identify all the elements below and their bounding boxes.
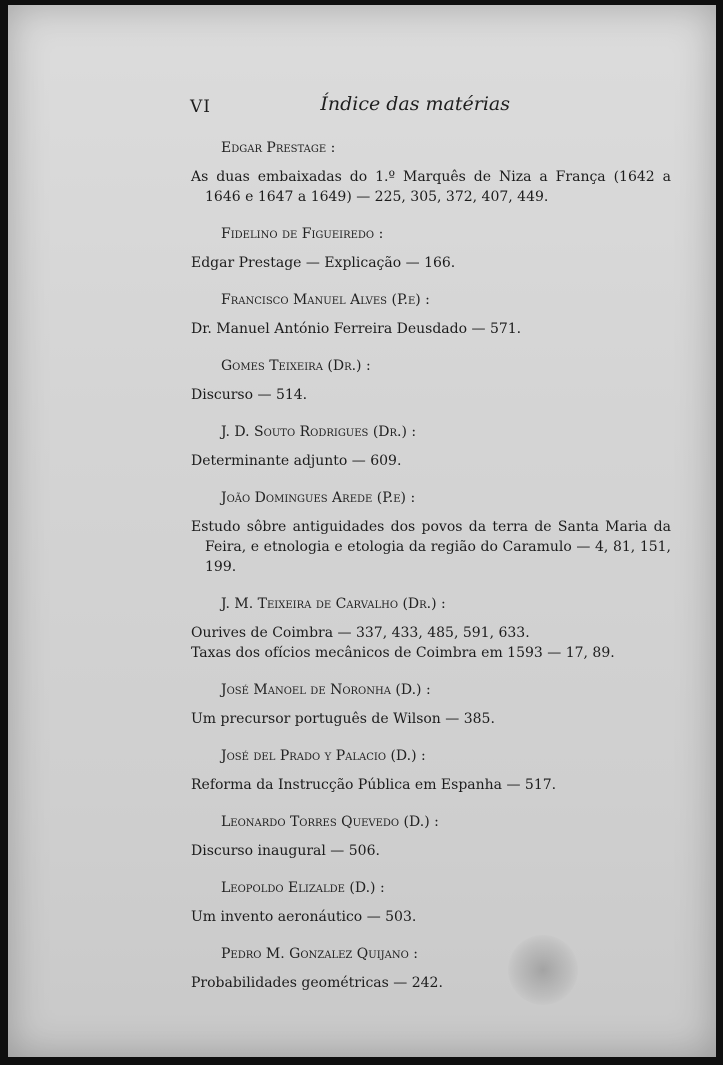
work-title: Estudo sôbre antiguidades dos povos da terra de Santa Maria da Feira, e etnologia e etologia da região do Caramulo — 4, 81, 151, 199. (191, 519, 671, 575)
author-name: João Domingues Arede (P.e) : (221, 490, 416, 506)
author-name: Pedro M. Gonzalez Quijano : (221, 946, 418, 962)
work-title: Edgar Prestage — Explicação — 166. (191, 255, 456, 271)
work-title: Discurso — 514. (191, 387, 308, 403)
author-name: José Manoel de Noronha (D.) : (221, 682, 431, 698)
author-name: J. M. Teixeira de Carvalho (Dr.) : (221, 596, 446, 612)
author-name: Leonardo Torres Quevedo (D.) : (221, 814, 439, 830)
page-number: VI (190, 97, 211, 117)
index-entry (191, 677, 671, 729)
index-entry (191, 485, 671, 577)
index-entry (191, 809, 671, 861)
work-title: Ourives de Coimbra — 337, 433, 485, 591, 633. (191, 625, 530, 641)
work-title: As duas embaixadas do 1.º Marquês de Niza a França (1642 a 1646 e 1647 a 1649) — 225, 305, 372, 407, 449. (191, 169, 671, 205)
index-entry (191, 875, 671, 927)
author-name: J. D. Souto Rodrigues (Dr.) : (221, 424, 417, 440)
works-list (191, 319, 671, 339)
book-page (8, 5, 716, 1057)
index-entry (191, 419, 671, 471)
work-title: Dr. Manuel António Ferreira Deusdado — 571. (191, 321, 522, 337)
work-title: Um invento aeronáutico — 503. (191, 909, 417, 925)
works-list (191, 623, 671, 663)
works-list (191, 907, 671, 927)
works-list (191, 973, 671, 993)
work-title: Discurso inaugural — 506. (191, 843, 380, 859)
index-entry (191, 135, 671, 207)
works-list (191, 709, 671, 729)
index-entries (191, 135, 671, 1007)
index-entry (191, 287, 671, 339)
work-title: Determinante adjunto — 609. (191, 453, 402, 469)
works-list (191, 385, 671, 405)
work-title: Um precursor português de Wilson — 385. (191, 711, 495, 727)
works-list (191, 775, 671, 795)
running-head: Índice das matérias (320, 93, 510, 115)
index-entry (191, 353, 671, 405)
works-list (191, 841, 671, 861)
index-entry (191, 743, 671, 795)
author-name: Fidelino de Figueiredo : (221, 226, 384, 242)
work-title: Taxas dos ofícios mecânicos de Coimbra em 1593 — 17, 89. (191, 645, 615, 661)
works-list (191, 451, 671, 471)
works-list (191, 517, 671, 577)
works-list (191, 167, 671, 207)
author-name: Francisco Manuel Alves (P.e) : (221, 292, 430, 308)
author-name: José del Prado y Palacio (D.) : (221, 748, 426, 764)
page-header (190, 93, 510, 125)
index-entry (191, 591, 671, 663)
author-name: Edgar Prestage : (221, 140, 336, 156)
author-name: Leopoldo Elizalde (D.) : (221, 880, 385, 896)
work-title: Reforma da Instrucção Pública em Espanha — 517. (191, 777, 557, 793)
works-list (191, 253, 671, 273)
index-entry (191, 941, 671, 993)
index-entry (191, 221, 671, 273)
work-title: Probabilidades geométricas — 242. (191, 975, 443, 991)
author-name: Gomes Teixeira (Dr.) : (221, 358, 371, 374)
